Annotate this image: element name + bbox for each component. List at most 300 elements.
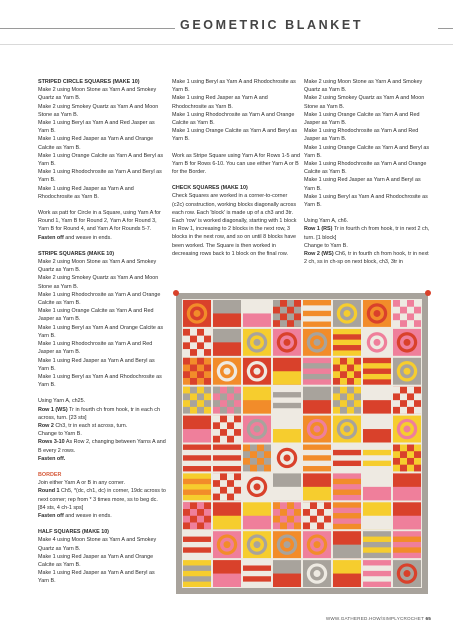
body-line (38, 274, 166, 290)
square-check (393, 458, 400, 465)
page-number: 65 (425, 616, 431, 621)
body-text: Change to Yarn B. (304, 242, 348, 249)
square-check (393, 445, 400, 452)
body-text: Make 1 using Red Jasper as Yarn A and Beryl as Yarn B. (38, 570, 155, 585)
square-check (400, 465, 407, 472)
square-check (257, 458, 264, 465)
blanket-square (273, 387, 301, 414)
square-half (363, 516, 391, 529)
square-stripe (213, 450, 241, 455)
square-check (190, 365, 197, 372)
body-line (172, 152, 300, 177)
square-check (310, 522, 317, 529)
square-check (273, 300, 280, 307)
square-check (294, 307, 301, 314)
body-line (304, 78, 432, 94)
square-stripe (363, 565, 391, 570)
square-check (407, 313, 414, 320)
square-stripe (303, 450, 331, 455)
body-text: Make 1 using Red Jasper as Yarn A and Orange Calcite as Yarn B. (38, 136, 154, 151)
square-check (234, 393, 241, 400)
square-check (333, 371, 340, 378)
body-text: Make 4 using Moon Stone as Yarn A and Smokey Quartz as Yarn B. (38, 537, 157, 552)
body-line (38, 430, 166, 438)
square-check (204, 365, 211, 372)
square-stripe (363, 576, 391, 581)
square-circle (284, 339, 291, 346)
square-check (354, 365, 361, 372)
body-line (38, 291, 166, 307)
square-check (354, 407, 361, 414)
body-line (304, 176, 432, 192)
square-check (190, 378, 197, 385)
blanket-square (303, 445, 331, 472)
header-rule-right (438, 28, 453, 29)
square-check (234, 407, 241, 414)
footer-url: WWW.GATHERED.HOW/SIMPLYCROCHET (325, 616, 424, 621)
section-heading: STRIPE SQUARES (MAKE 10) (38, 250, 115, 257)
paragraph-gap (172, 144, 300, 152)
blanket-square (363, 358, 391, 385)
blanket-square (243, 560, 271, 587)
square-stripe (303, 316, 331, 321)
square-check (303, 516, 310, 523)
square-check (227, 416, 234, 423)
square-check (234, 480, 241, 487)
square-stripe (243, 565, 271, 570)
body-text: and weave in ends. (63, 234, 112, 241)
square-check (197, 502, 204, 509)
square-check (407, 387, 414, 394)
square-circle (314, 339, 321, 346)
square-stripe (363, 537, 391, 542)
square-stripe (333, 490, 361, 495)
paragraph-gap (38, 463, 166, 471)
square-check (197, 329, 204, 336)
body-line (38, 234, 166, 242)
square-circle (404, 426, 411, 433)
square-check (227, 429, 234, 436)
square-check (347, 371, 354, 378)
square-check (393, 387, 400, 394)
square-check (190, 407, 197, 414)
square-check (234, 436, 241, 443)
square-check (317, 516, 324, 523)
square-circle (404, 339, 411, 346)
square-half (213, 342, 241, 355)
body-line (304, 144, 432, 160)
square-check (414, 407, 421, 414)
square-check (250, 465, 257, 472)
body-line (172, 127, 300, 143)
square-stripe (273, 403, 301, 408)
square-check (414, 307, 421, 314)
bold-label: Row 2 (WS) (304, 251, 334, 258)
square-stripe (393, 537, 421, 542)
body-text: Make 1 using Beryl as Yarn A and Rhodochrosite as Yarn B. (304, 193, 428, 209)
body-line (38, 438, 166, 454)
square-check (400, 393, 407, 400)
square-check (400, 451, 407, 458)
square-stripe (183, 547, 211, 552)
square-stripe (363, 461, 391, 466)
square-half (333, 545, 361, 558)
body-line (172, 192, 300, 258)
square-check (190, 349, 197, 356)
square-check (243, 458, 250, 465)
square-half (243, 400, 271, 413)
square-half (393, 487, 421, 500)
square-check (393, 300, 400, 307)
square-check (414, 320, 421, 327)
square-stripe (183, 490, 211, 495)
body-text: Make 1 using Orange Calcite as Yarn A and Beryl as Yarn B. (38, 152, 164, 168)
body-line (304, 111, 432, 127)
body-line (38, 536, 166, 552)
square-check (273, 516, 280, 523)
square-check (280, 509, 287, 516)
square-check (414, 393, 421, 400)
square-half (273, 487, 301, 500)
square-stripe (363, 374, 391, 379)
body-text: Make 1 using Red Jasper as Yarn A and Orange Calcite as Yarn B. (38, 553, 154, 568)
square-check (333, 387, 340, 394)
blanket-square (333, 329, 361, 356)
square-check (220, 480, 227, 487)
square-stripe (363, 547, 391, 552)
section-heading: STRIPED CIRCLE SQUARES (MAKE 10) (38, 79, 140, 85)
body-text: Change to Yarn B. (38, 431, 82, 438)
body-line (304, 160, 432, 176)
body-text: Make 1 using Beryl as Yarn A and Red Jasper as Yarn B. (38, 120, 155, 135)
square-stripe (303, 374, 331, 379)
square-check (227, 487, 234, 494)
body-text: Make 1 using Orange Calcite as Yarn A and Red Jasper as Yarn B. (304, 111, 420, 127)
bold-label: Fasten off (38, 512, 64, 519)
blanket-photo (172, 289, 432, 598)
square-check (257, 445, 264, 452)
square-circle (194, 310, 201, 317)
square-check (204, 509, 211, 516)
bold-label: Row 1 (RS) (304, 226, 333, 233)
square-circle (224, 541, 231, 548)
body-line (38, 406, 166, 422)
body-text: Make 2 using Moon Stone as Yarn A and Smokey Quartz as Yarn B. (38, 87, 157, 102)
square-circle (284, 541, 291, 548)
square-check (340, 365, 347, 372)
square-stripe (183, 537, 211, 542)
square-check (273, 502, 280, 509)
blanket-square (303, 358, 331, 385)
body-line (38, 168, 166, 184)
square-check (197, 342, 204, 349)
blanket-square (363, 531, 391, 558)
body-text: Tr in fourth ch from hook, tr in next 2 ch, turn. [1 block] (304, 226, 430, 241)
square-check (190, 393, 197, 400)
square-circle (254, 483, 261, 490)
square-stripe (183, 479, 211, 484)
square-check (183, 342, 190, 349)
square-stripe (333, 518, 361, 523)
square-check (213, 487, 220, 494)
square-circle (374, 339, 381, 346)
body-text: Make 1 using Beryl as Yarn A and Rhodochrosite as Yarn B. (38, 373, 162, 389)
body-text: Make 1 using Rhodochrosite as Yarn A and Orange Calcite as Yarn B. (304, 161, 427, 176)
body-text: Tr in fourth ch from hook, tr in each ch across, turn. [23 sts] (38, 406, 160, 421)
square-stripe (213, 461, 241, 466)
square-check (213, 416, 220, 423)
body-line (304, 127, 432, 143)
square-check (287, 516, 294, 523)
square-check (303, 502, 310, 509)
square-circle (374, 310, 381, 317)
body-text: Make 1 using Red Jasper as Yarn A and Beryl as Yarn B. (304, 177, 421, 192)
square-circle (404, 570, 411, 577)
blanket-square (363, 560, 391, 587)
body-text: Make 1 using Orange Calcite as Yarn A and Beryl as Yarn B. (172, 128, 298, 143)
blanket-square (363, 445, 391, 472)
text-column-1 (38, 78, 166, 586)
square-stripe (183, 576, 211, 581)
square-stripe (243, 576, 271, 581)
square-check (294, 509, 301, 516)
square-check (324, 509, 331, 516)
square-check (414, 451, 421, 458)
blanket-square (303, 300, 331, 327)
section-heading: HALF SQUARES (MAKE 10) (38, 529, 109, 536)
square-check (280, 307, 287, 314)
body-text: Make 1 using Orange Calcite as Yarn A and Red Jasper as Yarn B. (38, 308, 154, 323)
paragraph-gap (38, 389, 166, 397)
blanket-square (213, 445, 241, 472)
square-check (213, 400, 220, 407)
corner-pompom (173, 290, 179, 296)
square-check (197, 400, 204, 407)
square-check (204, 378, 211, 385)
square-check (220, 436, 227, 443)
section-heading: CHECK SQUARES (MAKE 10) (172, 185, 248, 192)
square-check (333, 400, 340, 407)
body-line (38, 479, 166, 487)
square-check (354, 378, 361, 385)
body-text: Make 2 using Moon Stone as Yarn A and Smokey Quartz as Yarn B. (304, 79, 423, 94)
square-half (393, 516, 421, 529)
square-check (183, 329, 190, 336)
body-line (38, 340, 166, 356)
square-check (400, 407, 407, 414)
body-line (304, 242, 432, 250)
square-half (363, 429, 391, 442)
square-check (204, 393, 211, 400)
square-check (340, 378, 347, 385)
body-line (38, 119, 166, 135)
body-line (38, 455, 166, 463)
square-half (333, 574, 361, 587)
body-text: Work as Stripe Square using Yarn A for Rows 1-5 and Yarn B for Rows 6-10. You can use either Yarn A or B for the Border. (172, 152, 300, 176)
square-half (303, 487, 331, 500)
body-text: Ch6, tr in fourth ch from hook, tr in next 2 ch, ss in ch-sp on next block, ch3, 3tr in (304, 251, 429, 266)
page-footer (326, 616, 431, 621)
square-half (213, 516, 241, 529)
body-line (38, 258, 166, 274)
square-check (197, 371, 204, 378)
bold-label: Row 1 (WS) (38, 406, 68, 413)
square-check (287, 300, 294, 307)
body-line (38, 135, 166, 151)
blanket-square (333, 473, 361, 500)
square-stripe (363, 363, 391, 368)
body-text: Make 1 using Beryl as Yarn A and Orange Calcite as Yarn B. (38, 324, 164, 339)
section-heading: BORDER (38, 471, 62, 478)
square-check (220, 494, 227, 501)
square-stripe (183, 461, 211, 466)
body-line (38, 324, 166, 340)
square-circle (344, 426, 351, 433)
square-half (183, 429, 211, 442)
square-check (227, 473, 234, 480)
square-stripe (363, 450, 391, 455)
body-line (38, 185, 166, 201)
body-text: Join either Yarn A or B in any corner. (38, 480, 125, 487)
body-text: Make 1 using Red Jasper as Yarn A and Rhodochrosite as Yarn B. (172, 95, 268, 110)
square-stripe (303, 305, 331, 310)
square-circle (224, 368, 231, 375)
body-text: Work as patt for Circle in a Square, using Yarn A for Round 1, Yarn B for Round 2, Yarn A for Round 3, Yarn B for Round 4, and Yarn A for Rounds 5-7. (38, 210, 161, 233)
corner-pompom (425, 290, 431, 296)
body-line (38, 422, 166, 430)
square-circle (344, 310, 351, 317)
square-check (400, 307, 407, 314)
square-check (197, 358, 204, 365)
square-half (273, 429, 301, 442)
square-stripe (333, 334, 361, 339)
square-check (183, 387, 190, 394)
blanket-square (183, 473, 211, 500)
square-check (243, 445, 250, 452)
page-title: GEOMETRIC BLANKET (180, 18, 364, 32)
body-line (38, 152, 166, 168)
body-line (38, 307, 166, 323)
square-stripe (333, 461, 361, 466)
body-text: Make 2 using Smokey Quartz as Yarn A and Moon Stone as Yarn B. (38, 275, 159, 290)
square-check (213, 473, 220, 480)
square-check (324, 522, 331, 529)
body-text: Using Yarn A, ch6. (304, 218, 349, 225)
square-check (183, 400, 190, 407)
body-line (304, 250, 432, 266)
square-check (190, 509, 197, 516)
body-text: Make 2 using Smokey Quartz as Yarn A and Moon Stone as Yarn B. (38, 103, 159, 118)
square-check (294, 320, 301, 327)
body-line (38, 86, 166, 102)
body-line (304, 225, 432, 241)
square-circle (404, 368, 411, 375)
header-divider (0, 44, 453, 45)
bold-label: Fasten off (38, 234, 64, 241)
square-stripe (303, 363, 331, 368)
paragraph-gap (38, 242, 166, 250)
body-text: As Row 2, changing between Yarns A and B every 2 rows. (38, 439, 166, 454)
body-line (304, 193, 432, 209)
paragraph-gap (38, 201, 166, 209)
square-check (407, 458, 414, 465)
square-half (243, 313, 271, 326)
square-half (243, 516, 271, 529)
text-column-3 (304, 78, 432, 266)
body-line (38, 512, 166, 520)
square-check (310, 509, 317, 516)
square-check (183, 371, 190, 378)
body-text: Make 1 using Rhodochrosite as Yarn A and Beryl as Yarn B. (38, 169, 162, 184)
square-check (407, 400, 414, 407)
body-line (172, 111, 300, 127)
square-check (190, 336, 197, 343)
square-check (333, 358, 340, 365)
square-circle (254, 426, 261, 433)
square-half (213, 313, 241, 326)
bold-label: Fasten off. (38, 455, 66, 462)
paragraph-gap (38, 520, 166, 528)
square-check (220, 407, 227, 414)
square-check (273, 313, 280, 320)
square-check (264, 465, 271, 472)
square-stripe (333, 345, 361, 350)
body-text: Make 1 using Orange Calcite as Yarn A and Beryl as Yarn B. (304, 144, 430, 159)
square-check (234, 494, 241, 501)
bold-label: Rows 3-10 (38, 439, 65, 446)
square-check (340, 393, 347, 400)
square-check (264, 451, 271, 458)
bold-label: Round 1 (38, 488, 60, 495)
paragraph-gap (172, 176, 300, 184)
body-text: Make 2 using Smokey Quartz as Yarn A and Moon Stone as Yarn B. (304, 95, 425, 110)
square-check (213, 387, 220, 394)
body-text: Make 1 using Rhodochrosite as Yarn A and Red Jasper as Yarn B. (304, 128, 419, 143)
square-check (287, 313, 294, 320)
body-text: Make 1 using Red Jasper as Yarn A and Beryl as Yarn B. (38, 357, 155, 372)
square-half (273, 574, 301, 587)
square-check (227, 387, 234, 394)
square-check (227, 400, 234, 407)
square-check (213, 429, 220, 436)
blanket-square (333, 445, 361, 472)
square-half (363, 487, 391, 500)
square-check (197, 387, 204, 394)
body-text: Ch3, tr in each st across, turn. (53, 422, 128, 429)
body-line (38, 357, 166, 373)
body-text: Make 1 using Rhodochrosite as Yarn A and Red Jasper as Yarn B. (38, 341, 153, 356)
body-line (304, 94, 432, 110)
square-half (213, 574, 241, 587)
square-check (407, 445, 414, 452)
square-circle (254, 339, 261, 346)
square-check (204, 522, 211, 529)
square-check (400, 320, 407, 327)
blanket-square (393, 531, 421, 558)
square-check (250, 451, 257, 458)
square-check (393, 313, 400, 320)
body-text: Make 1 using Rhodochrosite as Yarn A and Orange Calcite as Yarn B. (172, 111, 295, 127)
square-stripe (273, 392, 301, 397)
square-check (280, 522, 287, 529)
body-line (38, 103, 166, 119)
square-check (183, 516, 190, 523)
bold-label: Row 2 (38, 422, 54, 429)
body-line (38, 397, 166, 405)
square-check (204, 336, 211, 343)
body-text: Make 1 using Beryl as Yarn A and Rhodochrosite as Yarn B. (172, 79, 296, 94)
square-check (414, 465, 421, 472)
